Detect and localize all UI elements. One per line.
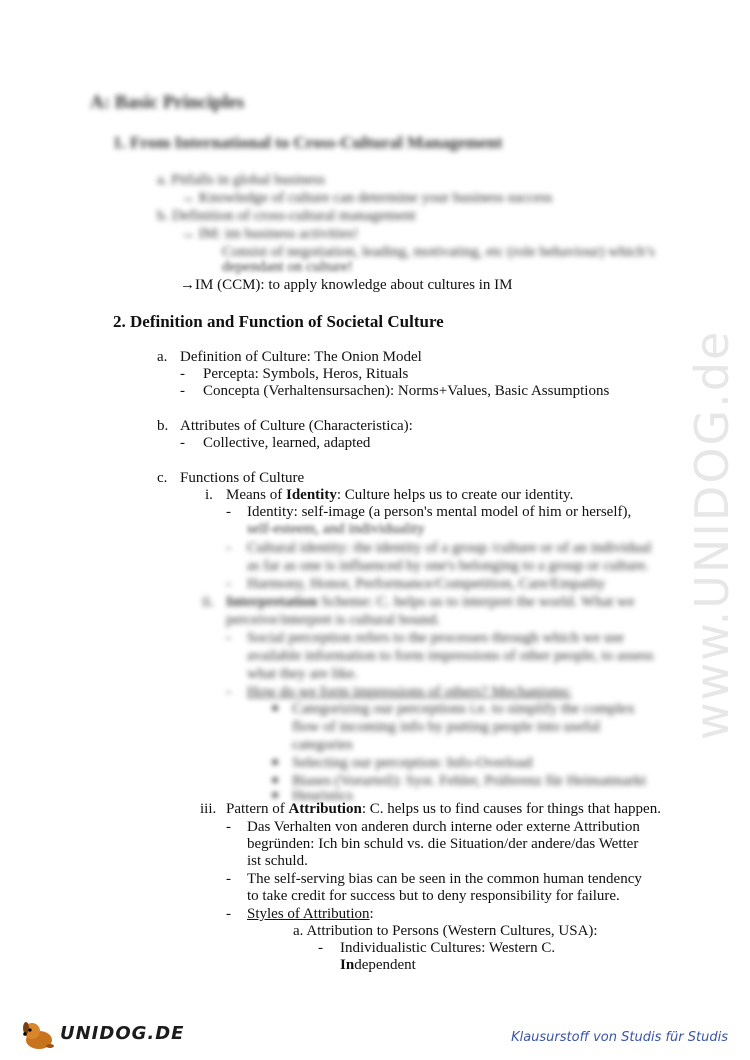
footer-tagline: Klausurstoff von Studis für Studis — [511, 1030, 728, 1045]
section-2-title: 2. Definition and Function of Societal Culture — [113, 312, 444, 331]
s1-line-b-consist: Consist of negotiation, leading, motivating, etc (role behaviour) which’s — [222, 244, 655, 260]
c-i-item: as far as one is influenced by one's belonging to a group or culture. — [247, 558, 649, 574]
c-ii-bullet: categories — [292, 737, 353, 753]
c-ii-item: what they are like. — [247, 666, 358, 682]
c-ii-label: ii. — [202, 594, 215, 610]
c-ii-item: How do we form impressions of others? Mechanisms: — [247, 684, 572, 700]
c-i-item: self-esteem, and individuality — [247, 521, 425, 537]
c-i-item: Harmony, Honor, Performance/Competition, Care/Empathy — [247, 576, 606, 592]
s1-line-b-dependant: dependant on culture! — [222, 259, 353, 275]
s2-c-text: Functions of Culture — [180, 470, 305, 486]
c-ii-bullet: Selecting our perception: Info-Overload — [292, 755, 533, 771]
c-iii-label: iii. — [200, 801, 217, 817]
c-i-label: i. — [205, 487, 213, 503]
c-i-item: Cultural identity: the identity of a group /culture or of an individual — [247, 540, 652, 556]
heading-a: A: Basic Principles — [90, 92, 245, 113]
c-iii-text: Pattern of Attribution: C. helps us to find causes for things that happen. — [226, 801, 661, 817]
section-1-title: 1. From International to Cross-Cultural Management — [113, 133, 503, 152]
watermark: www.UNIDOG.de — [685, 329, 739, 740]
c-iii-sub-a: a. Attribution to Persons (Western Cultures, USA): — [293, 923, 598, 939]
c-ii-bullet: Heuristics — [292, 788, 353, 804]
c-i-item: Identity: self-image (a person's mental model of him or herself), — [247, 504, 632, 520]
c-i-text: Means of Identity: Culture helps us to create our identity. — [226, 487, 574, 503]
s1-line-a: a. Pitfalls in global business — [157, 172, 325, 188]
s2-c-label: c. — [157, 470, 168, 486]
s2-b-label: b. — [157, 418, 169, 434]
c-ii-item: Social perception refers to the processes through which we use — [247, 630, 624, 646]
c-iii-sub-a-item: Individualistic Cultures: Western C. — [340, 940, 556, 956]
c-ii-text: Interpretation Scheme: C. helps us to interpret the world. What we — [226, 594, 635, 610]
c-iii-item: to take credit for success but to deny responsibility for failure. — [247, 888, 620, 904]
c-iii-sub-a-independent: Independent — [340, 957, 416, 973]
c-iii-styles: Styles of Attribution: — [247, 906, 374, 922]
s2-b-text: Attributes of Culture (Characteristica): — [180, 418, 413, 434]
c-ii-bullet: Biases (Vorurteil): Syst. Fehler, Präferenz für Heimatmarkt — [292, 773, 647, 789]
s2-a-text: Definition of Culture: The Onion Model — [180, 349, 422, 365]
c-ii-bullet: Categorizing our perceptions i.e. to simplify the complex — [292, 701, 635, 717]
c-ii-text2: perceive/interpret is cultural bound. — [226, 612, 441, 628]
s2-b-item: Collective, learned, adapted — [203, 435, 371, 451]
c-iii-item: begründen: Ich bin schuld vs. die Situation/der andere/das Wetter — [247, 836, 639, 852]
unidog-logo: UNIDOG.DE — [20, 1020, 170, 1052]
s1-line-b-arrow: → IM: im business activities! — [180, 226, 359, 242]
s1-line-b: b. Definition of cross-cultural management — [157, 208, 416, 224]
c-ii-item: available information to form impressions of other people, to assess — [247, 648, 654, 664]
s2-a-item: Percepta: Symbols, Heros, Rituals — [203, 366, 409, 382]
s1-line-im: →IM (CCM): to apply knowledge about cultures in IM — [180, 277, 513, 293]
document-page: www.UNIDOG.de A: Basic Principles 1. From International to Cross-Cultural Management a. Pitfalls in global business → Knowledge of culture can determine your business success b. Definition of cross-cultural management → IM: im business activities! Consist of negotiation, leading, motivating, etc (role behaviour) which’s dependant on culture! →IM (CCM): to apply knowledge about cultures in IM 2. Definition and Function of Societal Culture a. Definition of Culture: The Onion Model - Percepta: Symbols, Heros, Rituals - Concepta (Verhaltensursachen): Norms+Values, Basic Assumptions b. Attributes of Culture (Characteristica): - Collective, learned, adapted c. Functions of Culture i. Means of Identity: Culture helps us to create our identity. - Identity: self-image (a person's mental model of him or herself), self-esteem, and individuality - Cultural identity: the identity of a group /culture or of an individual as far as one is influenced by one's belonging to a group or culture. - Harmony, Honor, Performance/Competition, Care/Empathy ii. Interpretation Scheme: C. helps us to interpret the world. What we perceive/interpret is cultural bound. - Social perception refers to the processes through which we use available information to form impressions of other people, to assess what they are like. - How do we form impressions of others? Mechanisms: ■ Categorizing our perceptions i.e. to simplify the complex flow of incoming info by putting people into useful categories ■ Selecting our perception: Info-Overload ■ Biases (Vorurteil): Syst. Fehler, Präferenz für Heimatmarkt ■ Heuristics iii. Pattern of Attribution: C. helps us to find causes for things that happen. - Das Verhalten von anderen durch interne oder externe Attribution begründen: Ich bin schuld vs. die Situation/der andere/das Wetter ist schuld. - The self-serving bias can be seen in the common human tendency to take credit for success but to deny responsibility for failure. - Styles of Attribution: a. Attribution to Persons (Western Cultures, USA): - Individualistic Cultures: Western C. Independent UNIDOG.DE Klausurstoff von Studis für Studis — [0, 0, 750, 1060]
s1-line-a-arrow: → Knowledge of culture can determine your business success — [180, 190, 553, 206]
c-ii-bullet: flow of incoming info by putting people into useful — [292, 719, 601, 735]
c-iii-item: Das Verhalten von anderen durch interne oder externe Attribution — [247, 819, 640, 835]
s2-a-item: Concepta (Verhaltensursachen): Norms+Values, Basic Assumptions — [203, 383, 610, 399]
dog-icon — [20, 1020, 58, 1052]
c-iii-item: ist schuld. — [247, 853, 308, 869]
s2-a-label: a. — [157, 349, 168, 365]
c-iii-item: The self-serving bias can be seen in the common human tendency — [247, 871, 642, 887]
